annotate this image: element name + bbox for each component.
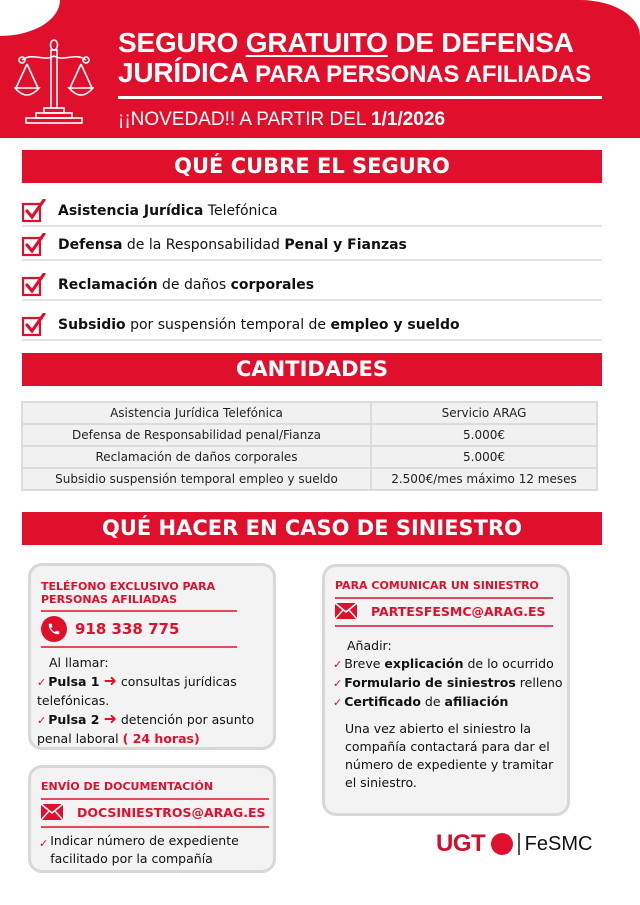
table-cell: Asistencia Jurídica Telefónica [22, 402, 371, 424]
table-cell: Subsidio suspensión temporal empleo y sueldo [22, 468, 371, 490]
checkbox-checked-icon [22, 199, 46, 223]
option-text: consultas jurídicas telefónicas. [37, 674, 237, 708]
item-text: Breve [344, 656, 385, 671]
docs-email-link[interactable]: DOCSINIESTROS@ARAG.ES [77, 804, 266, 820]
checklist-item [333, 693, 569, 712]
coverage-item [22, 231, 602, 261]
ugt-fesmc-logo [436, 830, 592, 858]
phone-row[interactable] [41, 616, 179, 642]
coverage-item-label: Defensa de la Responsabilidad Penal y Fianzas [58, 237, 407, 253]
report-card-title: PARA COMUNICAR UN SINIESTRO [335, 579, 539, 592]
logo-ugt: UGT [436, 830, 486, 857]
divider [41, 826, 269, 828]
report-checklist [333, 637, 569, 792]
header-banner [0, 0, 640, 138]
subtitle-text: ¡¡NOVEDAD!! A PARTIR DEL [118, 109, 372, 130]
title-text: SEGURO [118, 27, 246, 58]
docs-instruction [39, 832, 275, 868]
checklist-item [333, 655, 569, 674]
docs-card [28, 765, 276, 873]
checklist-item [333, 674, 569, 693]
item-text: Indicar número de expediente facilitado por la compañía [50, 833, 239, 866]
scales-of-justice-icon [14, 36, 94, 126]
amounts-table [21, 401, 598, 491]
envelope-icon [335, 603, 357, 619]
phone-card-title: TELÉFONO EXCLUSIVO PARA PERSONAS AFILIADAS [41, 580, 216, 606]
table-row [22, 424, 597, 446]
divider [335, 597, 553, 599]
table-row [22, 402, 597, 424]
divider [41, 798, 269, 800]
table-cell: 5.000€ [371, 446, 597, 468]
check-icon: ✓ [333, 696, 343, 709]
phone-number[interactable]: 918 338 775 [75, 620, 180, 638]
item-text: Formulario de siniestros [344, 675, 516, 690]
arrow-right-icon: ➜ [103, 709, 117, 728]
logo-separator [518, 833, 520, 855]
effective-date: 1/1/2026 [371, 109, 446, 130]
phone-card [28, 563, 276, 750]
table-cell: Servicio ARAG [371, 402, 597, 424]
check-icon: ✓ [37, 676, 47, 689]
check-icon: ✓ [333, 677, 343, 690]
item-text: afiliación [444, 694, 509, 709]
report-claim-card [322, 564, 570, 816]
envelope-icon [41, 804, 63, 820]
title-text: JURÍDICA [118, 57, 249, 88]
phone-instructions [37, 654, 273, 748]
title-text: PARA PERSONAS AFILIADAS [248, 61, 591, 88]
item-text: de lo ocurrido [463, 656, 554, 671]
table-cell: Defensa de Responsabilidad penal/Fianza [22, 424, 371, 446]
table-cell: Reclamación de daños corporales [22, 446, 371, 468]
title-highlight: GRATUITO [245, 27, 388, 58]
report-note: Una vez abierto el siniestro la compañía contactará para dar el número de expediente y tramitar el siniestro. [345, 721, 554, 790]
option-1 [37, 672, 273, 710]
coverage-item-label: Reclamación de daños corporales [58, 277, 315, 293]
docs-card-title: ENVÍO DE DOCUMENTACIÓN [41, 780, 214, 793]
handshake-emblem-icon [491, 833, 513, 855]
coverage-item [22, 311, 602, 341]
subtitle [118, 109, 445, 131]
table-row [22, 468, 597, 490]
check-icon: ✓ [37, 714, 47, 727]
table-row [22, 446, 597, 468]
item-text: relleno [515, 675, 563, 690]
table-cell: 5.000€ [371, 424, 597, 446]
coverage-item [22, 197, 602, 227]
amounts-heading: CANTIDADES [22, 353, 602, 386]
coverage-item-label: Subsidio por suspensión temporal de empleo y sueldo [58, 317, 460, 333]
coverage-heading: QUÉ CUBRE EL SEGURO [22, 150, 602, 183]
check-icon: ✓ [39, 837, 49, 850]
coverage-item-label: Asistencia Jurídica Telefónica [58, 203, 278, 219]
intro-text: Añadir: [347, 638, 392, 653]
check-icon: ✓ [333, 658, 343, 671]
checkbox-checked-icon [22, 313, 46, 337]
logo-fesmc: FeSMC [524, 832, 593, 855]
claims-heading: QUÉ HACER EN CASO DE SINIESTRO [22, 512, 602, 545]
phone-icon [41, 616, 67, 642]
divider [41, 646, 237, 648]
email-row[interactable] [335, 603, 546, 619]
email-row[interactable] [41, 804, 266, 820]
option-label: Pulsa 1 [48, 674, 100, 689]
item-text: de [420, 694, 445, 709]
option-text: detención por asunto penal laboral [37, 712, 255, 746]
option-note: ( 24 horas) [122, 731, 200, 746]
table-cell: 2.500€/mes máximo 12 meses [371, 468, 597, 490]
page-title [118, 28, 591, 90]
item-text: explicación [384, 656, 464, 671]
title-divider [118, 96, 602, 99]
checkbox-checked-icon [22, 273, 46, 297]
option-2 [37, 710, 273, 748]
arrow-right-icon: ➜ [103, 671, 117, 690]
title-text: DE DEFENSA [387, 27, 574, 58]
divider [335, 625, 553, 627]
option-label: Pulsa 2 [48, 712, 100, 727]
coverage-item [22, 271, 602, 301]
item-text: Certificado [344, 694, 421, 709]
divider [41, 610, 237, 612]
intro-text: Al llamar: [49, 655, 109, 670]
claim-email-link[interactable]: PARTESFESMC@ARAG.ES [371, 603, 546, 619]
checkbox-checked-icon [22, 233, 46, 257]
